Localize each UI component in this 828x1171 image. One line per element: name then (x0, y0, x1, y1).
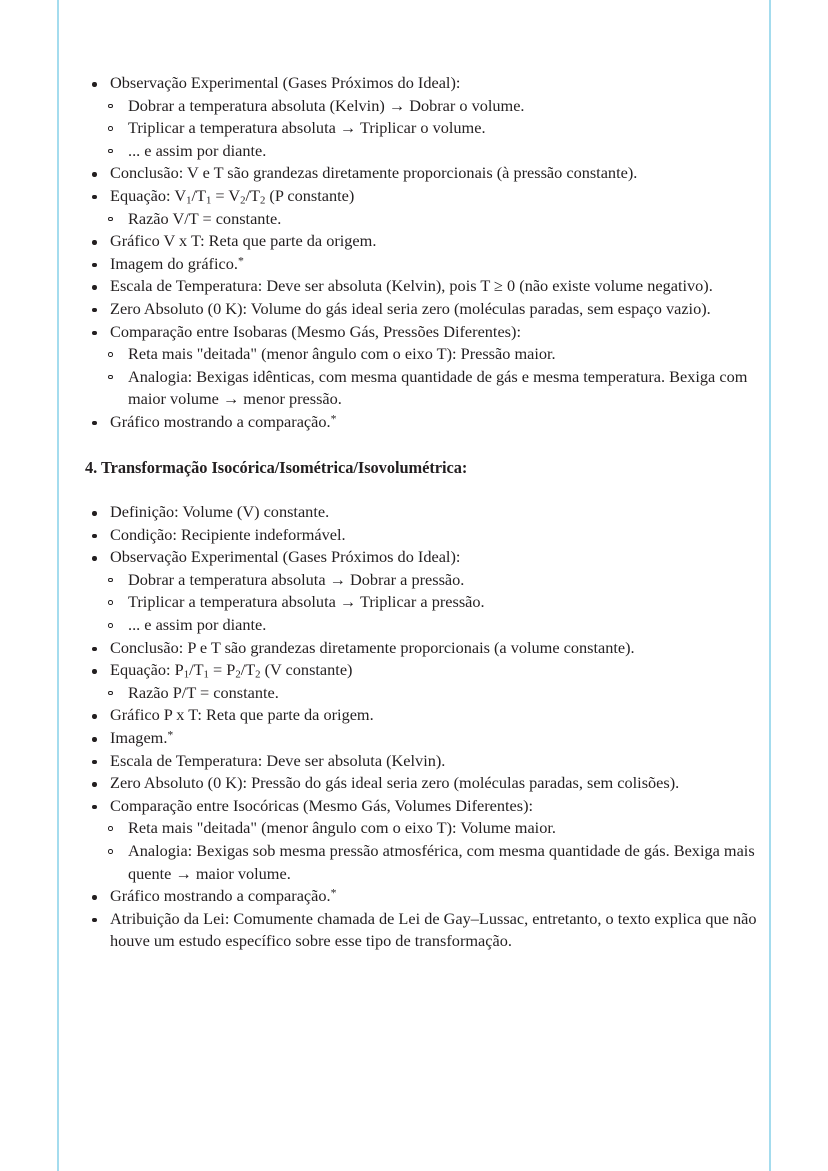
sub-bullet-item (102, 117, 757, 140)
vertical-gap (85, 479, 757, 501)
sub-bullet-item (102, 817, 757, 840)
bullet-list (85, 72, 757, 434)
circle-bullet-icon (108, 208, 114, 231)
bullet-item (85, 750, 757, 773)
bullet-text: Razão P/T = constante. (128, 682, 279, 702)
bullet-text: Escala de Temperatura: Deve ser absoluta (Kelvin). (110, 750, 446, 770)
bullet-text: Imagem.* (110, 728, 174, 748)
bullet-item (85, 185, 757, 208)
blocks-root (85, 72, 757, 953)
bullet-text: Analogia: Bexigas sob mesma pressão atmosférica, com mesma quantidade de gás. Bexiga mais quente → maior volume. (128, 841, 755, 883)
bullet-text: Conclusão: P e T são grandezas diretamente proporcionais (a volume constante). (110, 637, 635, 657)
sub-bullet-item (102, 140, 757, 163)
sub-bullet-item (102, 366, 757, 411)
bullet-item (85, 727, 757, 750)
disc-bullet-icon (92, 659, 97, 682)
document-content (85, 72, 757, 953)
bullet-item (85, 546, 757, 569)
circle-bullet-icon (108, 682, 114, 705)
bullet-item (85, 162, 757, 185)
disc-bullet-icon (92, 637, 97, 660)
bullet-item (85, 411, 757, 434)
bullet-text: Comparação entre Isocóricas (Mesmo Gás, Volumes Diferentes): (110, 795, 534, 815)
disc-bullet-icon (92, 772, 97, 795)
bullet-text: Observação Experimental (Gases Próximos do Ideal): (110, 547, 461, 567)
disc-bullet-icon (92, 230, 97, 253)
sub-bullet-item (102, 343, 757, 366)
disc-bullet-icon (92, 501, 97, 524)
disc-bullet-icon (92, 524, 97, 547)
bullet-item (85, 772, 757, 795)
bullet-text: Gráfico mostrando a comparação.* (110, 886, 337, 906)
bullet-text: Zero Absoluto (0 K): Pressão do gás ideal seria zero (moléculas paradas, sem colisões). (110, 773, 680, 793)
bullet-item (85, 501, 757, 524)
circle-bullet-icon (108, 614, 114, 637)
bullet-item (85, 298, 757, 321)
circle-bullet-icon (108, 591, 114, 614)
bullet-text: Analogia: Bexigas idênticas, com mesma quantidade de gás e mesma temperatura. Bexiga com maior volume → menor pressão. (128, 366, 748, 409)
circle-bullet-icon (108, 817, 114, 840)
bullet-text: Comparação entre Isobaras (Mesmo Gás, Pressões Diferentes): (110, 321, 521, 341)
bullet-text: Razão V/T = constante. (128, 208, 282, 228)
bullet-text: Triplicar a temperatura absoluta → Triplicar a pressão. (128, 592, 485, 612)
bullet-item (85, 637, 757, 660)
disc-bullet-icon (92, 162, 97, 185)
sub-bullet-item (102, 569, 757, 592)
bullet-text: Gráfico P x T: Reta que parte da origem. (110, 705, 374, 725)
bullet-text: Definição: Volume (V) constante. (110, 502, 330, 522)
bullet-text: Escala de Temperatura: Deve ser absoluta (Kelvin), pois T ≥ 0 (não existe volume negativo). (110, 276, 713, 296)
bullet-text: Dobrar a temperatura absoluta (Kelvin) → Dobrar o volume. (128, 95, 525, 115)
disc-bullet-icon (92, 298, 97, 321)
disc-bullet-icon (92, 750, 97, 773)
bullet-text: Conclusão: V e T são grandezas diretamente proporcionais (à pressão constante). (110, 163, 638, 183)
disc-bullet-icon (92, 321, 97, 344)
disc-bullet-icon (92, 72, 97, 95)
bullet-text: Imagem do gráfico.* (110, 253, 244, 273)
sub-bullet-item (102, 840, 757, 885)
circle-bullet-icon (108, 366, 114, 389)
bullet-text: Observação Experimental (Gases Próximos do Ideal): (110, 73, 461, 92)
bullet-item (85, 704, 757, 727)
bullet-text: Atribuição da Lei: Comumente chamada de Lei de Gay–Lussac, entretanto, o texto explica que não houve um estudo específico sobre esse tipo de transformação. (110, 908, 757, 951)
circle-bullet-icon (108, 117, 114, 140)
bullet-item (85, 275, 757, 298)
circle-bullet-icon (108, 95, 114, 118)
bullet-item (85, 908, 757, 953)
bullet-text: Reta mais "deitada" (menor ângulo com o eixo T): Volume maior. (128, 818, 556, 838)
circle-bullet-icon (108, 343, 114, 366)
disc-bullet-icon (92, 253, 97, 276)
circle-bullet-icon (108, 840, 114, 863)
bullet-item (85, 659, 757, 682)
disc-bullet-icon (92, 908, 97, 931)
bullet-text: Triplicar a temperatura absoluta → Triplicar o volume. (128, 118, 486, 138)
disc-bullet-icon (92, 546, 97, 569)
bullet-text: Equação: $P_1/T_1 = P_2/T_2$ (V constante) (110, 660, 353, 681)
disc-bullet-icon (92, 795, 97, 818)
disc-bullet-icon (92, 885, 97, 908)
left-margin-rule (57, 0, 59, 1171)
disc-bullet-icon (92, 411, 97, 434)
bullet-text: Gráfico mostrando a comparação.* (110, 411, 337, 431)
disc-bullet-icon (92, 185, 97, 208)
bullet-item (85, 524, 757, 547)
bullet-text: Gráfico V x T: Reta que parte da origem. (110, 231, 377, 251)
disc-bullet-icon (92, 704, 97, 727)
bullet-text: ... e assim por diante. (128, 615, 267, 635)
bullet-list (85, 501, 757, 953)
sub-bullet-item (102, 591, 757, 614)
circle-bullet-icon (108, 569, 114, 592)
vertical-gap (85, 434, 757, 457)
sub-bullet-item (102, 682, 757, 705)
bullet-item (85, 795, 757, 818)
bullet-text: Dobrar a temperatura absoluta → Dobrar a pressão. (128, 569, 465, 589)
bullet-item (85, 72, 757, 95)
sub-bullet-item (102, 208, 757, 231)
bullet-item (85, 230, 757, 253)
circle-bullet-icon (108, 140, 114, 163)
bullet-item (85, 885, 757, 908)
bullet-text: Zero Absoluto (0 K): Volume do gás ideal seria zero (moléculas paradas, sem espaço vazio). (110, 298, 711, 318)
bullet-text: ... e assim por diante. (128, 140, 267, 160)
bullet-text: Equação: $V_1/T_1 = V_2/T_2$ (P constante) (110, 185, 355, 207)
bullet-text: Reta mais "deitada" (menor ângulo com o eixo T): Pressão maior. (128, 344, 556, 364)
bullet-item (85, 321, 757, 344)
bullet-text: Condição: Recipiente indeformável. (110, 524, 346, 544)
bullet-item (85, 253, 757, 276)
disc-bullet-icon (92, 727, 97, 750)
disc-bullet-icon (92, 275, 97, 298)
sub-bullet-item (102, 95, 757, 118)
sub-bullet-item (102, 614, 757, 637)
section-heading: 4. Transformação Isocórica/Isométrica/Isovolumétrica: (85, 457, 468, 477)
right-margin-rule (769, 0, 771, 1171)
